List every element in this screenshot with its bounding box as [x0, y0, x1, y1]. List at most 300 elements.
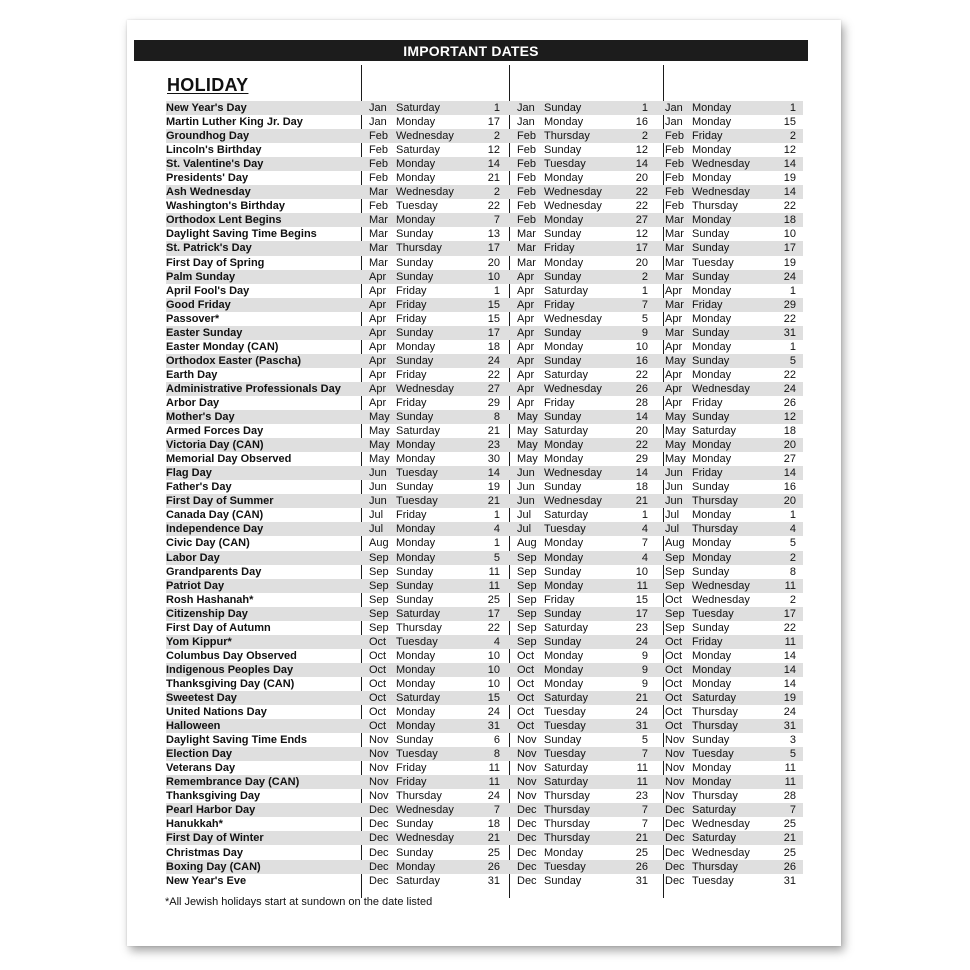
month: Mar [517, 256, 536, 269]
weekday: Monday [692, 102, 732, 115]
weekday: Wednesday [544, 186, 602, 199]
weekday: Sunday [692, 354, 730, 367]
year-2-date [509, 803, 653, 817]
weekday: Monday [544, 846, 584, 859]
day-number: 12 [783, 411, 796, 424]
weekday: Wednesday [396, 130, 454, 143]
month: Apr [369, 354, 387, 367]
year-1-date [361, 480, 505, 494]
month: Feb [665, 172, 684, 185]
month: Apr [369, 368, 387, 381]
month: Apr [369, 284, 387, 297]
day-number: 29 [783, 298, 796, 311]
month: Oct [369, 706, 387, 719]
month: Mar [665, 270, 684, 283]
year-2-date [509, 621, 653, 635]
month: Jul [369, 509, 384, 522]
day-number: 20 [635, 256, 648, 269]
day-number: 22 [487, 200, 500, 213]
year-2-date [509, 312, 653, 326]
month: Jul [665, 523, 680, 536]
year-2-date [509, 284, 653, 298]
holiday-name: Easter Sunday [166, 326, 243, 339]
weekday: Sunday [544, 481, 582, 494]
year-1-date [361, 452, 505, 466]
month: Sep [369, 551, 389, 564]
weekday: Tuesday [544, 860, 586, 873]
month: May [369, 439, 390, 452]
day-number: 16 [635, 354, 648, 367]
year-1-date [361, 340, 505, 354]
month: Apr [665, 312, 683, 325]
holiday-row [166, 129, 803, 143]
day-number: 11 [636, 579, 648, 592]
year-2-date [509, 789, 653, 803]
weekday: Wednesday [396, 804, 454, 817]
day-number: 12 [487, 144, 500, 157]
month: Sep [665, 565, 685, 578]
day-number: 10 [635, 565, 648, 578]
holiday-row [166, 536, 803, 550]
month: Nov [369, 734, 389, 747]
day-number: 2 [789, 593, 796, 606]
year-3-date [657, 803, 801, 817]
holiday-row [166, 199, 803, 213]
month: Apr [369, 397, 387, 409]
year-2-date [509, 270, 653, 284]
weekday: Saturday [544, 284, 589, 297]
holiday-name: New Year's Day [166, 102, 247, 115]
day-number: 28 [635, 397, 648, 409]
weekday: Saturday [396, 607, 441, 620]
weekday: Monday [692, 663, 732, 676]
year-3-date [657, 101, 801, 115]
year-1-date [361, 270, 505, 284]
weekday: Sunday [544, 607, 582, 620]
year-2-date [509, 480, 653, 494]
day-number: 13 [487, 228, 500, 241]
holiday-row [166, 284, 803, 298]
holiday-name: Memorial Day Observed [166, 453, 292, 466]
month: Dec [369, 874, 389, 887]
year-3-date [657, 354, 801, 368]
day-number: 11 [636, 762, 648, 775]
day-number: 11 [636, 776, 648, 789]
holiday-row [166, 480, 803, 494]
weekday: Monday [396, 523, 436, 536]
year-3-date [657, 789, 801, 803]
holiday-name: Good Friday [166, 298, 231, 311]
weekday: Sunday [692, 270, 730, 283]
holiday-row [166, 747, 803, 761]
month: Feb [665, 144, 684, 157]
weekday: Friday [544, 593, 575, 606]
month: May [369, 425, 390, 438]
holiday-row [166, 522, 803, 536]
year-2-date [509, 860, 653, 874]
weekday: Saturday [396, 102, 441, 115]
day-number: 20 [783, 439, 796, 452]
weekday: Friday [544, 242, 575, 255]
day-number: 5 [789, 354, 796, 367]
year-1-date [361, 256, 505, 270]
weekday: Monday [692, 144, 732, 157]
holiday-name: Canada Day (CAN) [166, 509, 264, 522]
holiday-row [166, 115, 803, 129]
weekday: Thursday [544, 818, 590, 831]
holiday-name: Arbor Day [166, 397, 220, 409]
year-1-date [361, 593, 505, 607]
month: Feb [517, 214, 536, 227]
year-2-date [509, 551, 653, 565]
month: Apr [665, 368, 683, 381]
holiday-row [166, 312, 803, 326]
holiday-row [166, 621, 803, 635]
month: Mar [665, 214, 684, 227]
day-number: 23 [635, 790, 648, 803]
holiday-row [166, 438, 803, 452]
day-number: 6 [493, 734, 500, 747]
year-3-date [657, 157, 801, 171]
year-1-date [361, 171, 505, 185]
day-number: 9 [641, 326, 648, 339]
day-number: 5 [641, 312, 648, 325]
holiday-row [166, 227, 803, 241]
year-2-date [509, 733, 653, 747]
month: Dec [369, 804, 389, 817]
day-number: 12 [783, 144, 796, 157]
year-1-date [361, 185, 505, 199]
holiday-row [166, 607, 803, 621]
day-number: 1 [493, 102, 500, 115]
holiday-name: Halloween [166, 720, 221, 733]
holiday-name: Passover* [166, 312, 220, 325]
year-3-date [657, 565, 801, 579]
day-number: 20 [635, 172, 648, 185]
month: Nov [517, 748, 537, 761]
weekday: Sunday [396, 270, 434, 283]
holiday-row [166, 845, 803, 859]
day-number: 24 [783, 706, 796, 719]
holiday-row [166, 382, 803, 396]
day-number: 5 [789, 748, 796, 761]
month: Apr [369, 340, 387, 353]
month: Oct [665, 635, 683, 648]
weekday: Sunday [692, 228, 730, 241]
holiday-row [166, 396, 803, 410]
month: Dec [517, 832, 537, 845]
day-number: 27 [487, 382, 500, 395]
day-number: 24 [487, 354, 500, 367]
weekday: Monday [396, 720, 436, 733]
month: Oct [369, 663, 387, 676]
day-number: 21 [487, 172, 500, 185]
weekday: Thursday [544, 790, 590, 803]
year-1-date [361, 284, 505, 298]
weekday: Tuesday [692, 607, 734, 620]
day-number: 24 [635, 635, 648, 648]
year-3-date [657, 522, 801, 536]
day-number: 20 [635, 425, 648, 438]
weekday: Sunday [396, 411, 434, 424]
month: Apr [369, 326, 387, 339]
weekday: Monday [544, 537, 584, 550]
month: Oct [665, 691, 683, 704]
month: Oct [665, 663, 683, 676]
month: Feb [369, 158, 388, 171]
weekday: Monday [396, 677, 436, 690]
weekday: Monday [544, 649, 584, 662]
day-number: 7 [641, 298, 648, 311]
weekday: Sunday [692, 481, 730, 494]
weekday: Monday [544, 677, 584, 690]
month: Feb [369, 130, 388, 143]
weekday: Thursday [396, 242, 442, 255]
holiday-row [166, 494, 803, 508]
year-2-date [509, 410, 653, 424]
year-2-date [509, 438, 653, 452]
day-number: 25 [635, 846, 648, 859]
weekday: Monday [396, 706, 436, 719]
month: Oct [369, 635, 387, 648]
year-3-date [657, 171, 801, 185]
holiday-row [166, 171, 803, 185]
weekday: Thursday [396, 621, 442, 634]
month: May [369, 411, 390, 424]
month: Oct [369, 720, 387, 733]
year-3-date [657, 312, 801, 326]
day-number: 31 [783, 720, 796, 733]
year-3-date [657, 466, 801, 480]
year-3-date [657, 227, 801, 241]
weekday: Saturday [544, 368, 589, 381]
holiday-name: First Day of Winter [166, 832, 264, 845]
weekday: Tuesday [692, 256, 734, 269]
month: Nov [665, 776, 685, 789]
weekday: Thursday [692, 860, 738, 873]
day-number: 7 [641, 537, 648, 550]
month: Sep [517, 593, 537, 606]
page-banner-title: IMPORTANT DATES [134, 40, 808, 61]
month: Aug [665, 537, 685, 550]
weekday: Wednesday [692, 818, 750, 831]
weekday: Monday [544, 256, 584, 269]
year-3-date [657, 340, 801, 354]
year-1-date [361, 424, 505, 438]
weekday: Wednesday [692, 158, 750, 171]
day-number: 14 [783, 467, 796, 480]
day-number: 12 [635, 144, 648, 157]
holiday-row [166, 143, 803, 157]
year-1-date [361, 396, 505, 410]
month: Jun [369, 495, 387, 508]
holiday-name: St. Valentine's Day [166, 158, 264, 171]
holiday-row [166, 733, 803, 747]
month: Nov [665, 748, 685, 761]
weekday: Friday [396, 368, 427, 381]
year-2-date [509, 185, 653, 199]
year-1-date [361, 312, 505, 326]
month: Apr [665, 340, 683, 353]
year-2-date [509, 396, 653, 410]
year-3-date [657, 270, 801, 284]
weekday: Monday [692, 551, 732, 564]
holiday-row [166, 326, 803, 340]
holiday-row [166, 256, 803, 270]
holiday-name: Administrative Professionals Day [166, 382, 341, 395]
month: Apr [517, 382, 535, 395]
year-3-date [657, 846, 801, 860]
year-2-date [509, 157, 653, 171]
day-number: 22 [635, 200, 648, 213]
month: Jul [517, 509, 532, 522]
weekday: Saturday [544, 691, 589, 704]
year-3-date [657, 298, 801, 312]
day-number: 17 [635, 242, 648, 255]
weekday: Wednesday [692, 593, 750, 606]
year-2-date [509, 635, 653, 649]
month: Jun [665, 481, 683, 494]
day-number: 2 [789, 130, 796, 143]
year-3-date [657, 452, 801, 466]
year-2-date [509, 466, 653, 480]
day-number: 18 [487, 818, 500, 831]
holiday-name: New Year's Eve [166, 874, 247, 887]
month: Dec [665, 874, 685, 887]
holiday-row [166, 663, 803, 677]
year-2-date [509, 775, 653, 789]
weekday: Monday [396, 214, 436, 227]
month: Sep [369, 593, 389, 606]
weekday: Thursday [692, 706, 738, 719]
holiday-name: United Nations Day [166, 706, 267, 719]
day-number: 16 [635, 116, 648, 129]
month: May [665, 439, 686, 452]
day-number: 31 [487, 874, 500, 887]
day-number: 23 [487, 439, 500, 452]
month: May [517, 453, 538, 466]
year-1-date [361, 719, 505, 733]
day-number: 11 [784, 762, 796, 775]
month: Dec [665, 818, 685, 831]
holiday-row [166, 719, 803, 733]
month: Oct [369, 677, 387, 690]
holiday-row [166, 817, 803, 831]
weekday: Monday [396, 860, 436, 873]
day-number: 9 [641, 663, 648, 676]
weekday: Saturday [544, 509, 589, 522]
day-number: 19 [783, 256, 796, 269]
year-1-date [361, 129, 505, 143]
month: Nov [369, 776, 389, 789]
weekday: Sunday [544, 635, 582, 648]
weekday: Thursday [396, 790, 442, 803]
month: May [665, 425, 686, 438]
month: Feb [517, 130, 536, 143]
month: Feb [517, 158, 536, 171]
weekday: Saturday [396, 691, 441, 704]
weekday: Tuesday [396, 200, 438, 213]
weekday: Friday [692, 397, 723, 409]
year-2-date [509, 874, 653, 888]
month: Apr [517, 284, 535, 297]
year-1-date [361, 775, 505, 789]
day-number: 14 [635, 158, 648, 171]
year-1-date [361, 761, 505, 775]
year-1-date [361, 157, 505, 171]
weekday: Tuesday [544, 158, 586, 171]
year-3-date [657, 733, 801, 747]
month: Sep [517, 607, 537, 620]
year-1-date [361, 199, 505, 213]
month: Sep [517, 621, 537, 634]
month: Oct [517, 663, 535, 676]
weekday: Saturday [396, 144, 441, 157]
year-1-date [361, 860, 505, 874]
month: May [369, 453, 390, 466]
holiday-name: Indigenous Peoples Day [166, 663, 294, 676]
holiday-name: First Day of Spring [166, 256, 265, 269]
weekday: Friday [692, 635, 723, 648]
month: Dec [665, 832, 685, 845]
holiday-name: Orthodox Lent Begins [166, 214, 282, 227]
year-2-date [509, 101, 653, 115]
day-number: 29 [487, 397, 500, 409]
day-number: 10 [487, 270, 500, 283]
day-number: 14 [783, 663, 796, 676]
day-number: 31 [487, 720, 500, 733]
day-number: 26 [635, 382, 648, 395]
month: Mar [665, 242, 684, 255]
year-2-date [509, 424, 653, 438]
day-number: 18 [783, 214, 796, 227]
year-3-date [657, 410, 801, 424]
holiday-name: Groundhog Day [166, 130, 250, 143]
holiday-name: Columbus Day Observed [166, 649, 297, 662]
weekday: Thursday [692, 200, 738, 213]
month: Mar [517, 242, 536, 255]
weekday: Friday [692, 467, 723, 480]
weekday: Monday [396, 537, 436, 550]
year-1-date [361, 677, 505, 691]
month: Apr [665, 397, 683, 409]
day-number: 14 [635, 467, 648, 480]
year-2-date [509, 256, 653, 270]
day-number: 14 [783, 649, 796, 662]
day-number: 21 [635, 691, 648, 704]
holiday-name: Washington's Birthday [166, 200, 285, 213]
year-2-date [509, 565, 653, 579]
year-2-date [509, 143, 653, 157]
month: Nov [665, 734, 685, 747]
holiday-name: Thanksgiving Day [166, 790, 261, 803]
holiday-name: First Day of Autumn [166, 621, 271, 634]
weekday: Sunday [692, 326, 730, 339]
year-1-date [361, 733, 505, 747]
weekday: Monday [692, 649, 732, 662]
day-number: 15 [487, 312, 500, 325]
year-3-date [657, 579, 801, 593]
year-1-date [361, 213, 505, 227]
day-number: 1 [789, 509, 796, 522]
day-number: 25 [783, 846, 796, 859]
year-3-date [657, 129, 801, 143]
year-1-date [361, 579, 505, 593]
day-number: 17 [783, 242, 796, 255]
month: Nov [369, 748, 389, 761]
day-number: 7 [641, 748, 648, 761]
holiday-row [166, 803, 803, 817]
